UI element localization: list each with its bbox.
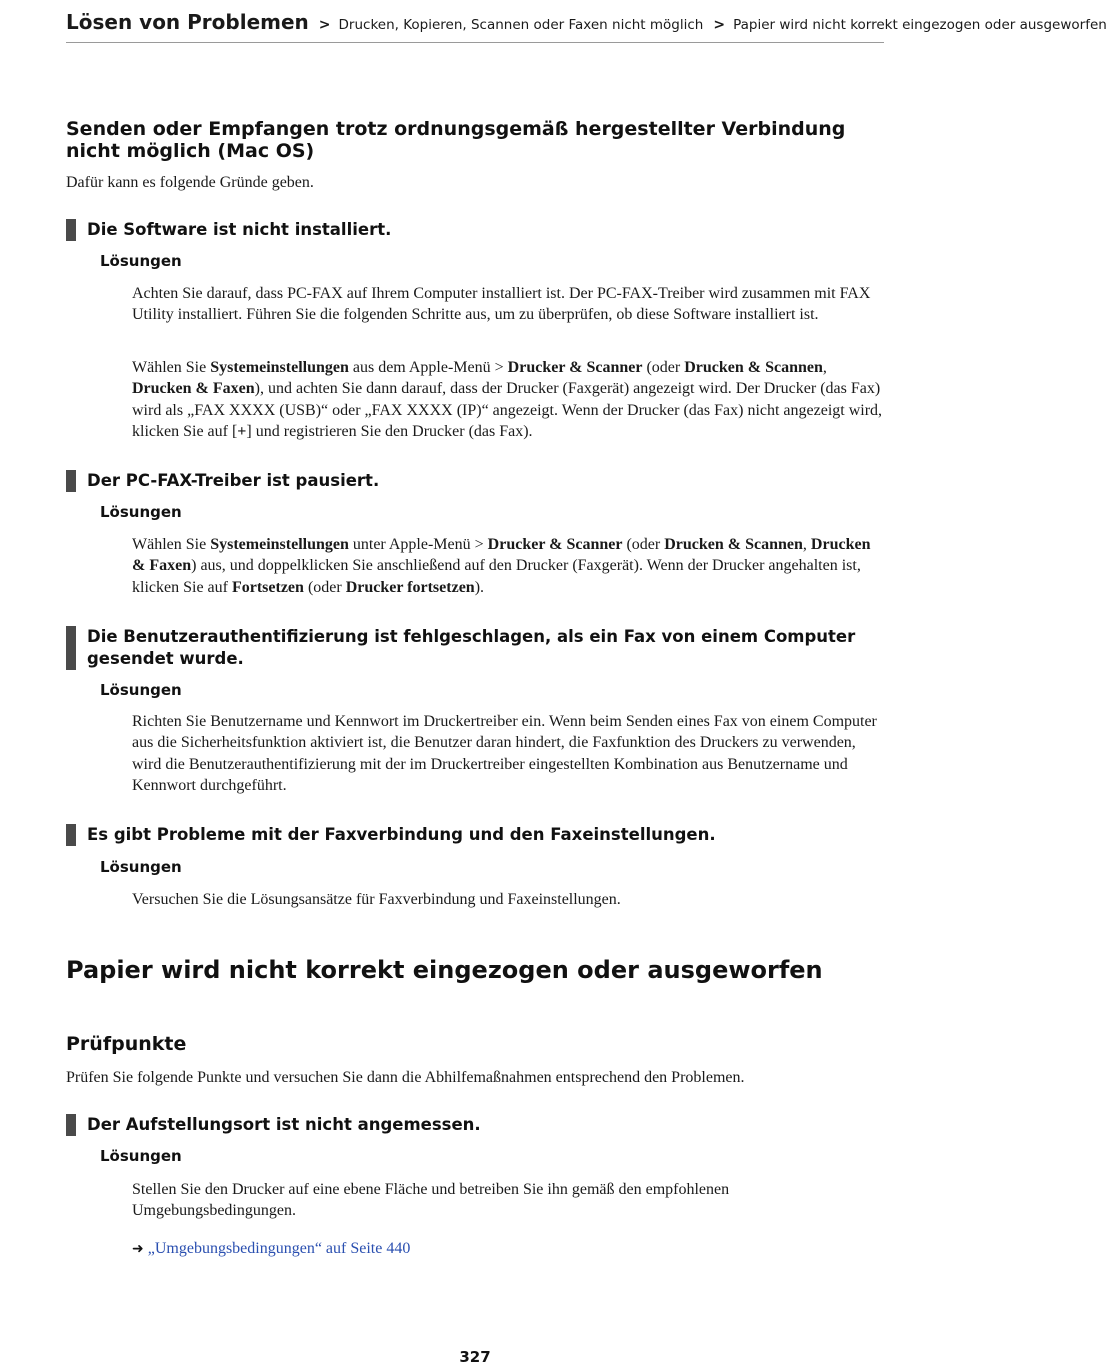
cause-software-not-installed xyxy=(66,219,884,241)
section-heading-paper: Papier wird nicht korrekt eingezogen oder ausgeworfen xyxy=(66,956,823,984)
arrow-right-icon: ➜ xyxy=(132,1241,144,1257)
breadcrumb-separator: > xyxy=(713,17,726,33)
cause-title: Der Aufstellungsort ist nicht angemessen. xyxy=(87,1115,481,1134)
solution-text: Achten Sie darauf, dass PC-FAX auf Ihrem Computer installiert ist. Der PC-FAX-Treiber wird zusammen mit FAX Utility installiert. Führen Sie die folgenden Schritte aus, um zu überprüfen, ob diese Software installiert ist. xyxy=(132,285,871,324)
cause-driver-paused xyxy=(66,470,884,492)
cause-marker xyxy=(66,219,76,241)
solutions-label: Lösungen xyxy=(100,858,182,876)
link-environment-conditions[interactable]: „Umgebungsbedingungen“ auf Seite 440 xyxy=(147,1240,411,1257)
solution-text: Stellen Sie den Drucker auf eine ebene Fläche und betreiben Sie ihn gemäß den empfohlenen Umgebungsbedingungen. xyxy=(132,1181,730,1220)
solutions-label: Lösungen xyxy=(100,1147,182,1165)
breadcrumb xyxy=(66,10,1107,42)
cause-marker xyxy=(66,470,76,492)
section-intro: Prüfen Sie folgende Punkte und versuchen Sie dann die Abhilfemaßnahmen entsprechend den Problemen. xyxy=(66,1069,745,1086)
breadcrumb-separator: > xyxy=(318,17,331,33)
cause-title: Der PC-FAX-Treiber ist pausiert. xyxy=(87,471,380,490)
breadcrumb-item-paper[interactable]: Papier wird nicht korrekt eingezogen oder ausgeworfen xyxy=(733,17,1107,33)
subsection-heading-checkpoints: Prüfpunkte xyxy=(66,1033,187,1055)
cause-auth-failed xyxy=(66,626,884,670)
section-heading-mac: Senden oder Empfangen trotz ordnungsgemäß hergestellter Verbindung nicht möglich (Mac OS) xyxy=(66,118,846,162)
header-divider xyxy=(66,42,884,43)
page-number: 327 xyxy=(459,1348,491,1366)
cause-title: Die Benutzerauthentifizierung ist fehlgeschlagen, als ein Fax von einem Computer gesendet wurde. xyxy=(87,627,856,668)
cause-marker xyxy=(66,824,76,846)
breadcrumb-root[interactable]: Lösen von Problemen xyxy=(66,10,309,34)
cause-marker xyxy=(66,1114,76,1136)
cause-fax-connection xyxy=(66,824,884,846)
solutions-label: Lösungen xyxy=(100,681,182,699)
solution-text: Richten Sie Benutzername und Kennwort im Druckertreiber ein. Wenn beim Senden eines Fax von einem Computer aus die Sicherheitsfunktion aktiviert ist, die Benutzer daran hindert, die Faxfunktion des Druckers zu verwenden, wird die Benutzerauthentifizierung mit der im Druckertreiber eingestellten Kombination aus Benutzername und Kennwort durchgeführt. xyxy=(132,713,877,794)
solutions-label: Lösungen xyxy=(100,252,182,270)
cause-marker xyxy=(66,626,76,670)
solution-text: Versuchen Sie die Lösungsansätze für Faxverbindung und Faxeinstellungen. xyxy=(132,891,621,908)
solutions-label: Lösungen xyxy=(100,503,182,521)
section-intro: Dafür kann es folgende Gründe geben. xyxy=(66,174,314,191)
cause-title: Es gibt Probleme mit der Faxverbindung und den Faxeinstellungen. xyxy=(87,825,716,844)
solution-text: Wählen Sie Systemeinstellungen aus dem Apple-Menü > Drucker & Scanner (oder Drucken & Scannen, Drucken & Faxen), und achten Sie dann darauf, dass der Drucker (Faxgerät) angezeigt wird. Der Drucker (das Fax) wird als „FAX XXXX (USB)“ oder „FAX XXXX (IP)“ angezeigt. Wenn der Drucker (das Fax) nicht angezeigt wird, klicken Sie auf [+] und registrieren Sie den Drucker (das Fax). xyxy=(132,359,883,440)
solution-text: Wählen Sie Systemeinstellungen unter Apple-Menü > Drucker & Scanner (oder Drucken & Scannen, Drucken & Faxen) aus, und doppelklicken Sie anschließend auf den Drucker (Faxgerät). Wenn der Drucker angehalten ist, klicken Sie auf Fortsetzen (oder Drucker fortsetzen). xyxy=(132,536,871,596)
cross-reference-link[interactable] xyxy=(132,1238,410,1260)
cause-title: Die Software ist nicht installiert. xyxy=(87,220,392,239)
cause-location-inappropriate xyxy=(66,1114,884,1136)
breadcrumb-item-printing[interactable]: Drucken, Kopieren, Scannen oder Faxen nicht möglich xyxy=(338,17,704,33)
